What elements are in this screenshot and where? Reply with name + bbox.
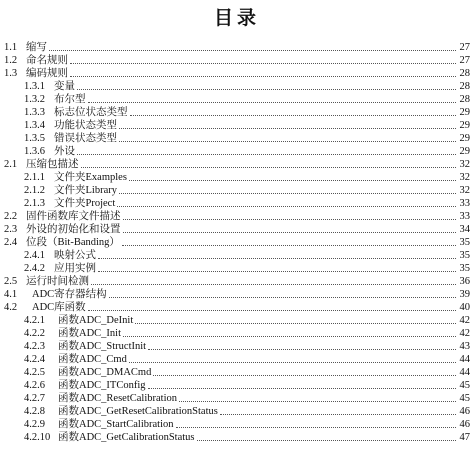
toc-entry-label: 压缩包描述 bbox=[26, 159, 79, 170]
toc-entry-page: 27 bbox=[456, 41, 470, 54]
toc-entry[interactable] bbox=[0, 340, 474, 353]
toc-entry-label: 函数ADC_GetCalibrationStatus bbox=[58, 432, 195, 443]
dot-leader bbox=[70, 76, 456, 77]
toc-entry-number: 1.3.6 bbox=[24, 146, 45, 157]
toc-entry[interactable] bbox=[0, 145, 474, 158]
toc-entry-number: 1.3.4 bbox=[24, 120, 45, 131]
dot-leader bbox=[119, 128, 456, 129]
toc-entry-label: 命名规则 bbox=[26, 55, 68, 66]
dot-leader bbox=[220, 414, 456, 415]
dot-leader bbox=[176, 427, 456, 428]
dot-leader bbox=[81, 167, 456, 168]
dot-leader bbox=[148, 388, 456, 389]
toc-entry-number: 4.2.2 bbox=[24, 328, 45, 339]
dot-leader bbox=[129, 362, 456, 363]
toc-entry-number: 1.2 bbox=[4, 55, 18, 66]
toc-entry-label: 缩写 bbox=[26, 42, 47, 53]
toc-entry-page: 29 bbox=[456, 106, 470, 119]
dot-leader bbox=[119, 193, 456, 194]
toc-entry[interactable] bbox=[0, 418, 474, 431]
toc-entry-page: 36 bbox=[456, 275, 470, 288]
toc-entry-number: 4.2.7 bbox=[24, 393, 45, 404]
toc-entry-page: 33 bbox=[456, 197, 470, 210]
toc-entry-page: 44 bbox=[456, 366, 470, 379]
toc-entry-page: 27 bbox=[456, 54, 470, 67]
toc-entry-label: 函数ADC_Cmd bbox=[58, 354, 127, 365]
toc-entry-label: 编码规则 bbox=[26, 68, 68, 79]
toc-entry-number: 4.1 bbox=[4, 289, 18, 300]
toc-entry-page: 32 bbox=[456, 184, 470, 197]
toc-entry-number: 2.1.1 bbox=[24, 172, 45, 183]
toc-entry[interactable] bbox=[0, 184, 474, 197]
toc-entry[interactable] bbox=[0, 210, 474, 223]
toc-entry[interactable] bbox=[0, 41, 474, 54]
toc-entry-page: 44 bbox=[456, 353, 470, 366]
dot-leader bbox=[77, 89, 456, 90]
dot-leader bbox=[109, 297, 456, 298]
toc-entry[interactable] bbox=[0, 366, 474, 379]
toc-entry-label: ADC寄存器结构 bbox=[32, 289, 107, 300]
toc-entry-number: 1.1 bbox=[4, 42, 18, 53]
toc-entry-label: 固件函数库文件描述 bbox=[26, 211, 121, 222]
toc-entry[interactable] bbox=[0, 431, 474, 444]
toc-entry-page: 35 bbox=[456, 262, 470, 275]
toc-entry-label: 位段（Bit-Banding） bbox=[26, 237, 120, 248]
dot-leader bbox=[49, 50, 456, 51]
toc-entry-label: 函数ADC_Init bbox=[58, 328, 121, 339]
dot-leader bbox=[88, 102, 456, 103]
toc-entry-page: 46 bbox=[456, 405, 470, 418]
toc-entry[interactable] bbox=[0, 249, 474, 262]
toc-entry-number: 2.3 bbox=[4, 224, 18, 235]
dot-leader bbox=[179, 401, 456, 402]
toc-entry-number: 4.2.9 bbox=[24, 419, 45, 430]
toc-entry-label: 函数ADC_ITConfig bbox=[58, 380, 146, 391]
toc-entry[interactable] bbox=[0, 405, 474, 418]
toc-entry-label: 函数ADC_StartCalibration bbox=[58, 419, 174, 430]
toc-entry-page: 28 bbox=[456, 67, 470, 80]
toc-entry-number: 4.2.5 bbox=[24, 367, 45, 378]
dot-leader bbox=[98, 271, 456, 272]
toc-entry-page: 35 bbox=[456, 249, 470, 262]
toc-entry-label: 变量 bbox=[54, 81, 75, 92]
toc-entry[interactable] bbox=[0, 54, 474, 67]
toc-entry-page: 32 bbox=[456, 171, 470, 184]
dot-leader bbox=[130, 115, 456, 116]
toc-entry-label: 函数ADC_StructInit bbox=[58, 341, 147, 352]
toc-entry[interactable] bbox=[0, 93, 474, 106]
toc-entry-number: 4.2 bbox=[4, 302, 18, 313]
toc-entry[interactable] bbox=[0, 236, 474, 249]
toc-entry[interactable] bbox=[0, 379, 474, 392]
toc-entry[interactable] bbox=[0, 106, 474, 119]
toc-entry-label: 布尔型 bbox=[54, 94, 86, 105]
toc-entry-number: 4.2.1 bbox=[24, 315, 45, 326]
toc-entry-number: 1.3.3 bbox=[24, 107, 45, 118]
toc-entry-number: 4.2.4 bbox=[24, 354, 45, 365]
dot-leader bbox=[123, 232, 456, 233]
toc-entry[interactable] bbox=[0, 67, 474, 80]
toc-entry-label: 外设的初始化和设置 bbox=[26, 224, 121, 235]
toc-entry-number: 2.4.1 bbox=[24, 250, 45, 261]
toc-entry-page: 34 bbox=[456, 223, 470, 236]
toc-entry-number: 4.2.6 bbox=[24, 380, 45, 391]
toc-entry[interactable] bbox=[0, 132, 474, 145]
toc-entry-number: 1.3.2 bbox=[24, 94, 45, 105]
dot-leader bbox=[122, 245, 456, 246]
toc-entry-number: 4.2.3 bbox=[24, 341, 45, 352]
toc-entry[interactable] bbox=[0, 301, 474, 314]
toc-entry[interactable] bbox=[0, 223, 474, 236]
toc-entry-number: 2.1 bbox=[4, 159, 18, 170]
toc-entry[interactable] bbox=[0, 262, 474, 275]
toc-entry-label: 函数ADC_ResetCalibration bbox=[58, 393, 177, 404]
dot-leader bbox=[148, 349, 456, 350]
toc-entry-number: 2.4 bbox=[4, 237, 18, 248]
toc-entry-page: 45 bbox=[456, 392, 470, 405]
dot-leader bbox=[88, 310, 456, 311]
toc-entry-page: 47 bbox=[456, 431, 470, 444]
toc-entry-label: 文件夹Project bbox=[54, 198, 116, 209]
dot-leader bbox=[98, 258, 456, 259]
toc-entry-label: ADC库函数 bbox=[32, 302, 86, 313]
toc-entry-page: 29 bbox=[456, 119, 470, 132]
page-title: 目录 bbox=[213, 7, 260, 29]
toc-entry-number: 1.3 bbox=[4, 68, 18, 79]
toc-entry-label: 映射公式 bbox=[54, 250, 96, 261]
toc-entry-page: 40 bbox=[456, 301, 470, 314]
toc-entry-page: 29 bbox=[456, 145, 470, 158]
toc-entry-page: 43 bbox=[456, 340, 470, 353]
dot-leader bbox=[129, 180, 456, 181]
dot-leader bbox=[70, 63, 456, 64]
toc-entry-label: 错误状态类型 bbox=[54, 133, 117, 144]
dot-leader bbox=[117, 206, 456, 207]
toc-entry[interactable] bbox=[0, 197, 474, 210]
toc-entry-page: 32 bbox=[456, 158, 470, 171]
toc-entry-page: 35 bbox=[456, 236, 470, 249]
toc-entry-number: 2.5 bbox=[4, 276, 18, 287]
dot-leader bbox=[77, 154, 456, 155]
toc-entry-number: 4.2.8 bbox=[24, 406, 45, 417]
toc-entry-page: 28 bbox=[456, 80, 470, 93]
toc-entry-label: 功能状态类型 bbox=[54, 120, 117, 131]
toc-entry[interactable] bbox=[0, 171, 474, 184]
toc-entry-label: 函数ADC_GetResetCalibrationStatus bbox=[58, 406, 218, 417]
toc-entry-number: 1.3.5 bbox=[24, 133, 45, 144]
toc-entry-label: 标志位状态类型 bbox=[54, 107, 128, 118]
toc-entry[interactable] bbox=[0, 327, 474, 340]
toc-entry-number: 1.3.1 bbox=[24, 81, 45, 92]
toc-entry-page: 29 bbox=[456, 132, 470, 145]
toc-entry-number: 2.1.3 bbox=[24, 198, 45, 209]
toc-entry-number: 2.4.2 bbox=[24, 263, 45, 274]
toc-entry[interactable] bbox=[0, 158, 474, 171]
dot-leader bbox=[197, 440, 456, 441]
toc-entry-label: 函数ADC_DeInit bbox=[58, 315, 134, 326]
toc-entry-page: 28 bbox=[456, 93, 470, 106]
toc-entry-label: 文件夹Examples bbox=[54, 172, 127, 183]
toc-entry[interactable] bbox=[0, 392, 474, 405]
dot-leader bbox=[153, 375, 456, 376]
toc-entry-page: 33 bbox=[456, 210, 470, 223]
toc-entry-label: 运行时间检测 bbox=[26, 276, 89, 287]
toc-entry[interactable] bbox=[0, 275, 474, 288]
toc-entry-page: 45 bbox=[456, 379, 470, 392]
toc-entry-label: 文件夹Library bbox=[54, 185, 117, 196]
toc-entry-page: 46 bbox=[456, 418, 470, 431]
dot-leader bbox=[123, 219, 456, 220]
toc-entry[interactable] bbox=[0, 119, 474, 132]
toc-entry[interactable] bbox=[0, 288, 474, 301]
toc-entry-label: 应用实例 bbox=[54, 263, 96, 274]
toc-entry-number: 2.1.2 bbox=[24, 185, 45, 196]
dot-leader bbox=[91, 284, 456, 285]
dot-leader bbox=[123, 336, 456, 337]
toc-entry[interactable] bbox=[0, 314, 474, 327]
toc-entry-number: 4.2.10 bbox=[24, 432, 51, 443]
toc-entry-label: 外设 bbox=[54, 146, 75, 157]
toc-entry-label: 函数ADC_DMACmd bbox=[58, 367, 152, 378]
toc-entry-page: 39 bbox=[456, 288, 470, 301]
toc-entry-page: 42 bbox=[456, 327, 470, 340]
dot-leader bbox=[135, 323, 456, 324]
toc-entry[interactable] bbox=[0, 80, 474, 93]
toc-entry[interactable] bbox=[0, 353, 474, 366]
dot-leader bbox=[119, 141, 456, 142]
toc-entry-number: 2.2 bbox=[4, 211, 18, 222]
toc-entry-page: 42 bbox=[456, 314, 470, 327]
